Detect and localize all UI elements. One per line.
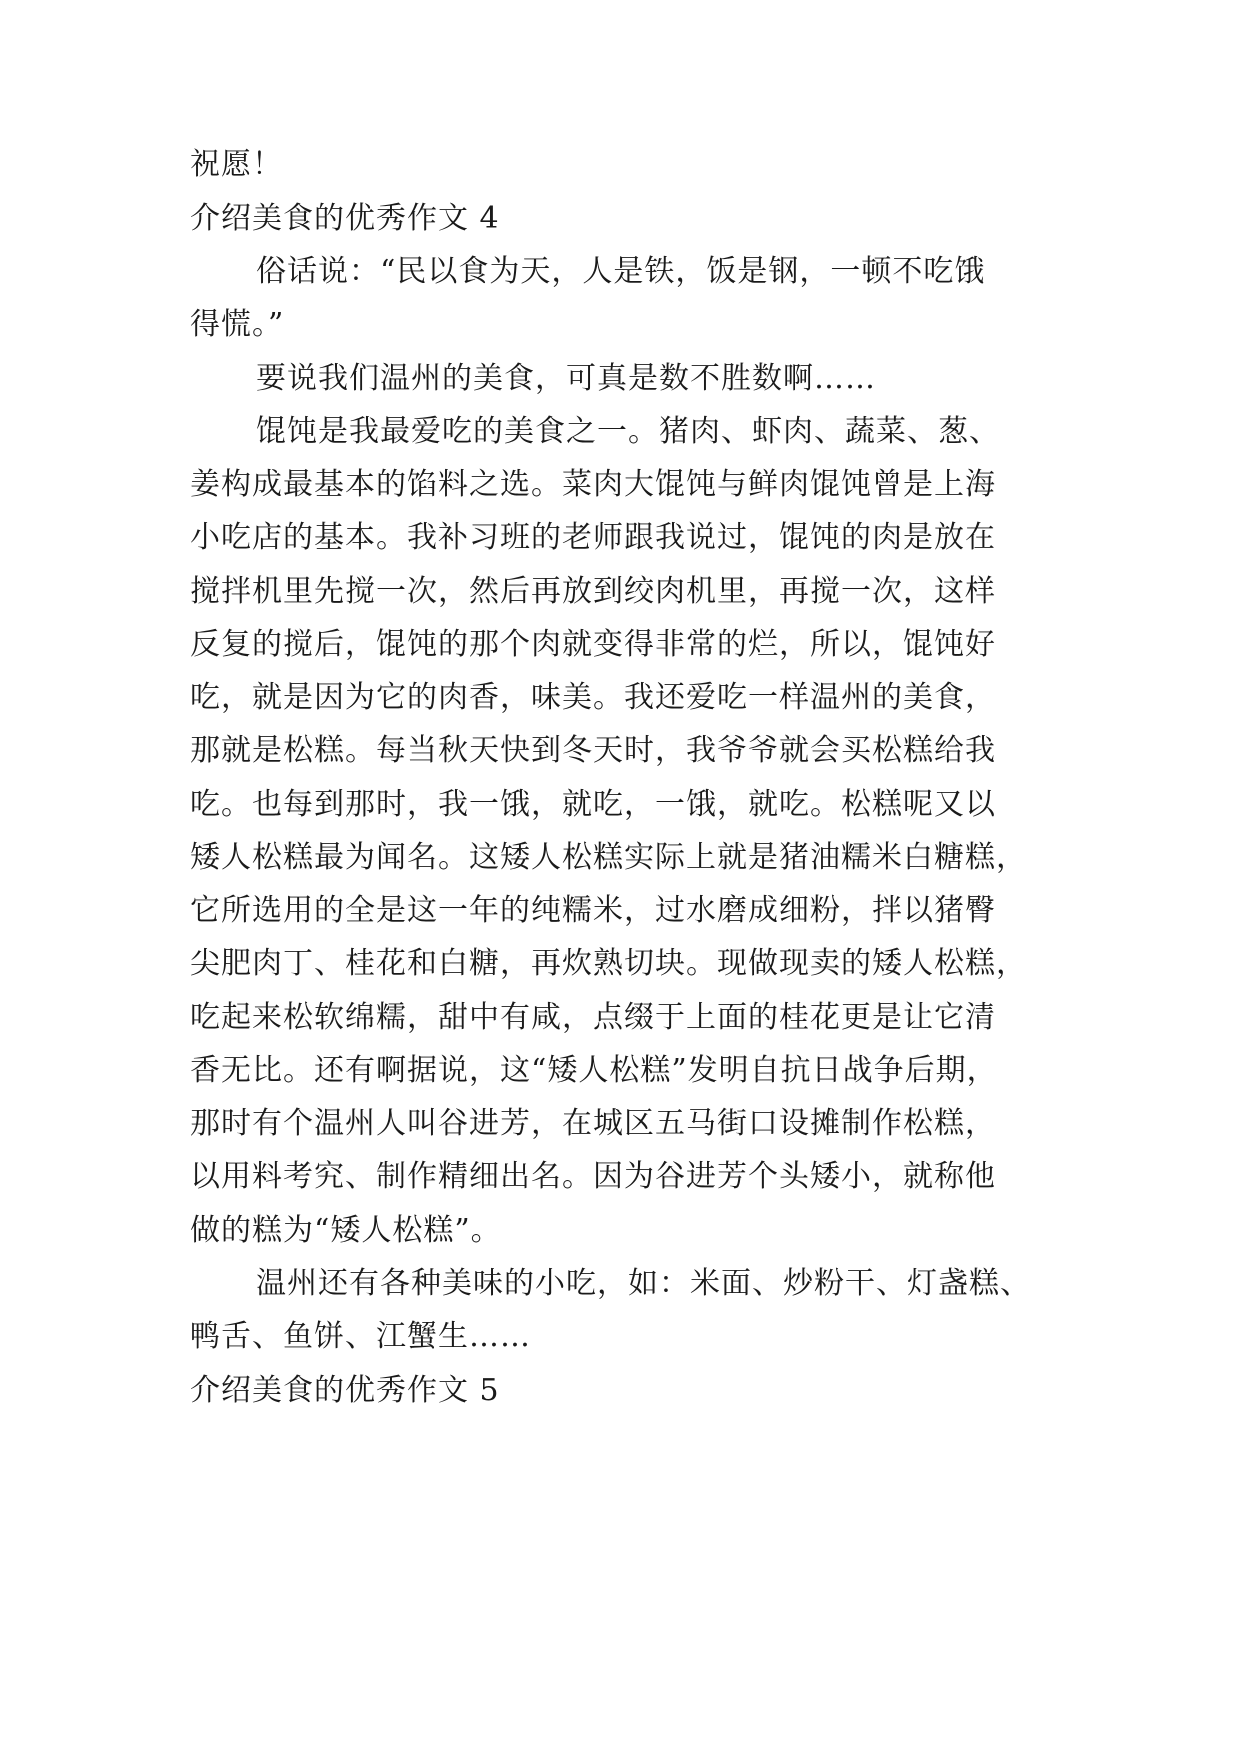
paragraph-line: 姜构成最基本的馅料之选。菜肉大馄饨与鲜肉馄饨曾是上海 — [190, 467, 996, 502]
paragraph-line: 馄饨是我最爱吃的美食之一。猪肉、虾肉、蔬菜、葱、 — [256, 414, 1000, 449]
paragraph-line: 它所选用的全是这一年的纯糯米，过水磨成细粉，拌以猪臀 — [190, 893, 996, 928]
paragraph-line: 吃，就是因为它的肉香，味美。我还爱吃一样温州的美食， — [190, 680, 996, 715]
paragraph-line: 温州还有各种美味的小吃，如：米面、炒粉干、灯盏糕、 — [256, 1266, 1031, 1301]
paragraph-line: 得慌。” — [190, 307, 285, 342]
paragraph-line: 吃。也每到那时，我一饿，就吃，一饿，就吃。松糕呢又以 — [190, 787, 996, 822]
paragraph-line: 小吃店的基本。我补习班的老师跟我说过，馄饨的肉是放在 — [190, 520, 996, 555]
closing-line: 祝愿！ — [190, 147, 283, 182]
paragraph-line: 要说我们温州的美食，可真是数不胜数啊…… — [256, 361, 876, 396]
paragraph-line: 搅拌机里先搅一次，然后再放到绞肉机里，再搅一次，这样 — [190, 574, 996, 609]
paragraph-line: 那就是松糕。每当秋天快到冬天时，我爷爷就会买松糕给我 — [190, 733, 996, 768]
paragraph-line: 香无比。还有啊据说，这“矮人松糕”发明自抗日战争后期， — [190, 1053, 998, 1088]
paragraph-line: 吃起来松软绵糯，甜中有咸，点缀于上面的桂花更是让它清 — [190, 1000, 996, 1035]
section-heading-5: 介绍美食的优秀作文 5 — [190, 1373, 500, 1408]
paragraph-line: 矮人松糕最为闻名。这矮人松糕实际上就是猪油糯米白糖糕， — [190, 840, 1027, 875]
paragraph-line: 俗话说：“民以食为天，人是铁，饭是钢，一顿不吃饿 — [256, 254, 986, 289]
paragraph-line: 鸭舌、鱼饼、江蟹生…… — [190, 1319, 531, 1354]
paragraph-line: 以用料考究、制作精细出名。因为谷进芳个头矮小，就称他 — [190, 1159, 996, 1194]
paragraph-line: 那时有个温州人叫谷进芳，在城区五马街口设摊制作松糕， — [190, 1106, 996, 1141]
paragraph-line: 尖肥肉丁、桂花和白糖，再炊熟切块。现做现卖的矮人松糕， — [190, 946, 1027, 981]
section-heading-4: 介绍美食的优秀作文 4 — [190, 201, 500, 236]
paragraph-line: 做的糕为“矮人松糕”。 — [190, 1213, 502, 1248]
paragraph-line: 反复的搅后，馄饨的那个肉就变得非常的烂，所以，馄饨好 — [190, 627, 996, 662]
